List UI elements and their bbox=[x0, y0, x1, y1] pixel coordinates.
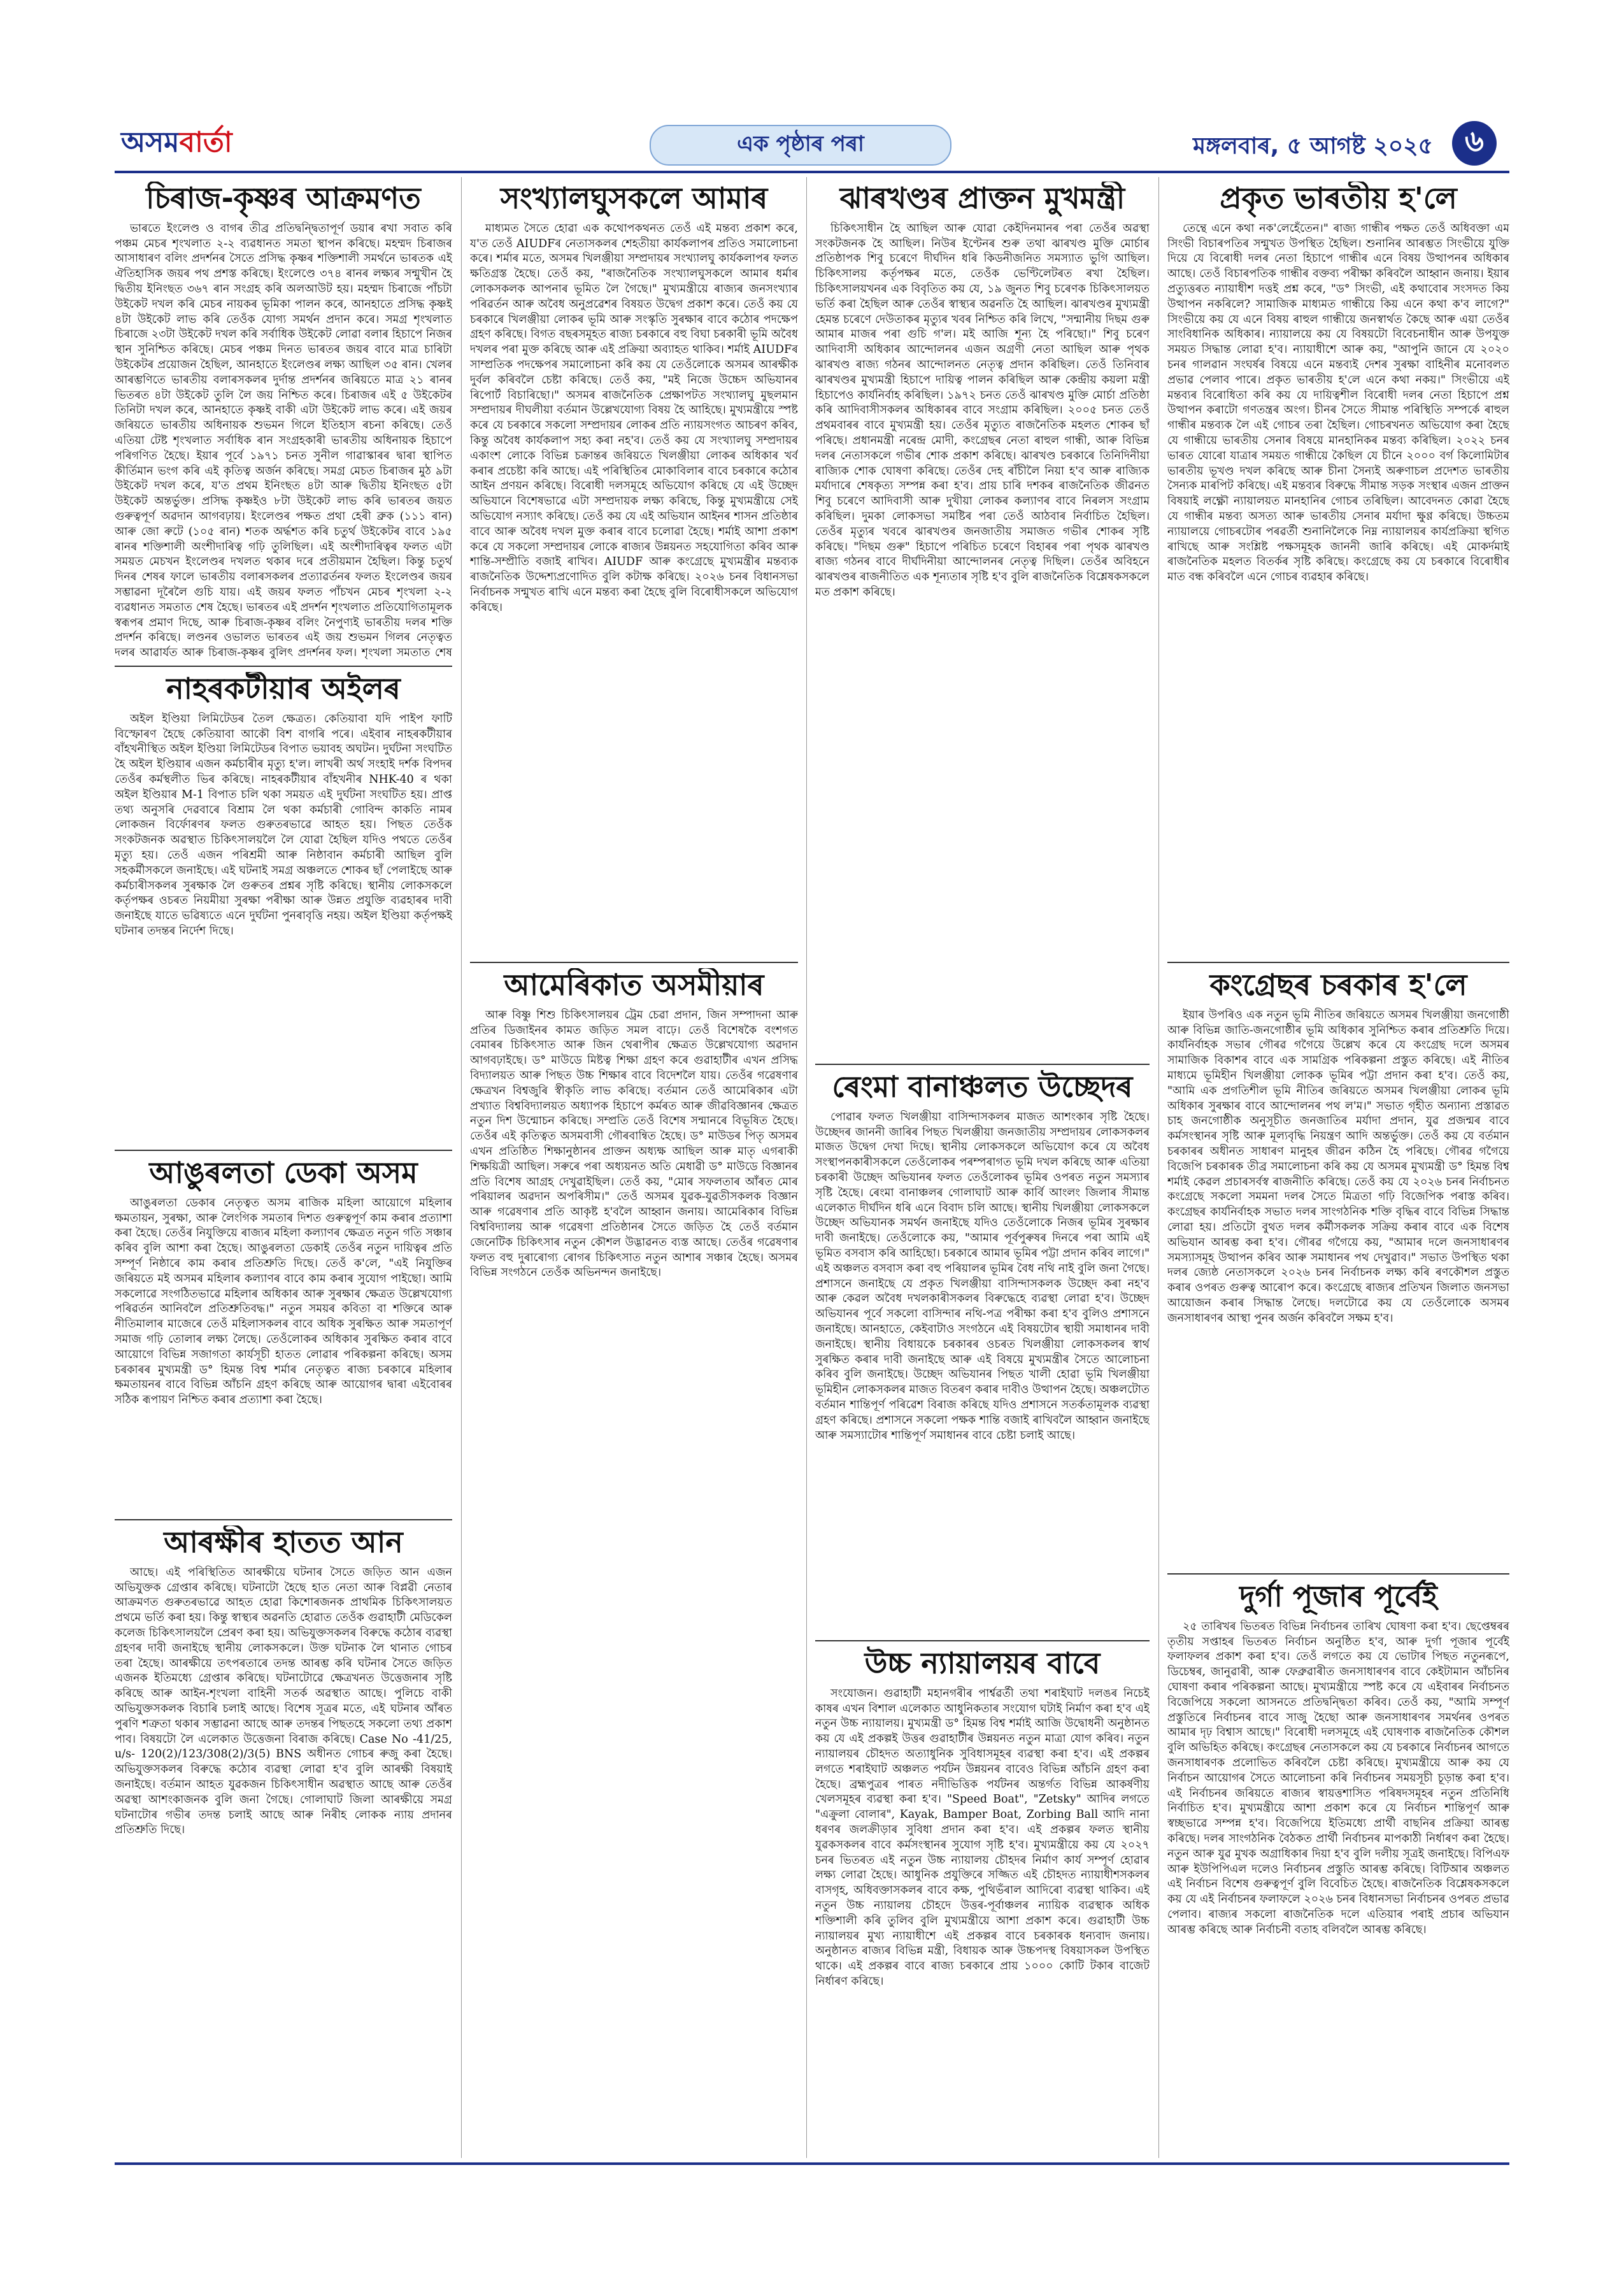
headline: আমেৰিকাত অসমীয়াৰ bbox=[504, 968, 764, 1002]
article-anjulata bbox=[115, 1156, 452, 1513]
article-body: আছে। এই পৰিস্থিতিত আৰক্ষীয়ে ঘটনাৰ সৈতে জড়িত আন এজন অভিযুক্তক গ্ৰেপ্তাৰ কৰিছে। ঘটনাটো হৈছে হাত নেতা আৰু বিপ্লৱী নেতাৰ আক্ৰমণত গুৰুতৰভাৱে আহত হোৱা কিশোৰজনক প্ৰাথমিক চিকিৎসালয়ত প্ৰথমে ভৰ্তি কৰা হয়। কিন্তু স্বাস্থ্যৰ অৱনতি হোৱাত তেওঁক গুৱাহাটী মেডিকেল কলেজ চিকিৎসালয়লৈ প্ৰেৰণ কৰা হয়। অভিযুক্তসকলৰ বিৰুদ্ধে কঠোৰ ব্যৱস্থা গ্ৰহণৰ দাবী জনাইছে স্থানীয় লোকসকলে। উক্ত ঘটনাক লৈ থানাত গোচৰ তৰা হৈছে। আৰক্ষীয়ে তৎপৰতাৰে তদন্ত আৰম্ভ কৰি ঘটনাৰ সৈতে জড়িত এজনক ইতিমধ্যে গ্ৰেপ্তাৰ কৰিছে। ঘটনাটোৱে ক্ষেত্ৰখনত উত্তেজনাৰ সৃষ্টি কৰিছে আৰু আইন-শৃংখলা বাহিনী সতৰ্ক অৱস্থাত আছে। পুলিচে বাকী অভিযুক্তসকলক বিচাৰি চলাই আছে। বিশেষ সূত্ৰৰ মতে, এই ঘটনাৰ আঁৰত পুৰণি শত্ৰুতা থকাৰ সম্ভাৱনা আছে আৰু তদন্তৰ পিছতহে সকলো তথ্য প্ৰকাশ পাব। বিষয়টো লৈ এলেকাত উত্তেজনা বিৰাজ কৰিছে। Case No -41/25, u/s- 120(2)/123/308(2)/3(5) BNS অধীনত গোচৰ ৰুজু কৰা হৈছে। অভিযুক্তসকলৰ বিৰুদ্ধে কঠোৰ ব্যৱস্থা লোৱা হ'ব বুলি আৰক্ষী বিষয়াই জনাইছে। বৰ্তমান আহত যুৱকজন চিকিৎসাধীন অৱস্থাত আছে আৰু তেওঁৰ অৱস্থা আশংকাজনক বুলি জনা গৈছে। গোলাঘাট জিলা আৰক্ষীয়ে সমগ্ৰ ঘটনাটোৰ গভীৰ তদন্ত চলাই আছে আৰু নিৰীহ লোকক ন্যায় প্ৰদানৰ প্ৰতিশ্ৰুতি দিছে। bbox=[115, 1566, 452, 1837]
section-tag: এক পৃষ্ঠাৰ পৰা bbox=[650, 125, 951, 166]
article-divider bbox=[815, 1640, 1150, 1641]
article-divider bbox=[115, 666, 452, 667]
headline: চিৰাজ-কৃষ্ণৰ আক্ৰমণত bbox=[146, 182, 421, 215]
article-arakshi bbox=[115, 1525, 452, 2156]
footer-rule bbox=[115, 2162, 1509, 2165]
article-prakrit bbox=[1167, 182, 1509, 955]
logo-part2: বাৰ্তা bbox=[179, 125, 232, 159]
article-durga bbox=[1167, 1580, 1509, 2156]
headline: সংখ্যালঘুসকলে আমাৰ bbox=[500, 182, 768, 215]
article-body: ইয়াৰ উপৰিও এক নতুন ভূমি নীতিৰ জৰিয়তে অসমৰ খিলঞ্জীয়া জনগোষ্ঠী আৰু বিভিন্ন জাতি-জনগোষ্ঠীৰ ভূমি অধিকাৰ সুনিশ্চিত কৰাৰ প্ৰতিশ্ৰুতি দিয়ে। কাৰ্যনিৰ্বাহক সভাৰ গৌৰৱ গগৈয়ে উল্লেখ কৰে যে কংগ্ৰেছ দলে অসমৰ সামাজিক বিকাশৰ বাবে এক সামগ্ৰিক পৰিকল্পনা প্ৰস্তুত কৰিছে। এই নীতিৰ মাধ্যমে ভূমিহীন খিলঞ্জীয়া লোকক ভূমিৰ পট্টা প্ৰদান কৰা হ'ব। তেওঁ কয়, "আমি এক প্ৰগতিশীল ভূমি নীতিৰ জৰিয়তে অসমৰ খিলঞ্জীয়া লোকৰ ভূমি অধিকাৰ সুৰক্ষাৰ বাবে আন্দোলনৰ পথ ল'ম।" সভাত গৃহীত অন্যান্য প্ৰস্তাৱত চাহ জনগোষ্ঠীক অনুসূচীত জনজাতিৰ মৰ্যাদা প্ৰদান, যুৱ প্ৰজন্মৰ বাবে কৰ্মসংস্থানৰ সৃষ্টি আৰু মূল্যবৃদ্ধি নিয়ন্ত্ৰণ আদি অন্তৰ্ভুক্ত। তেওঁ কয় যে বৰ্তমান চৰকাৰৰ অধীনত সাধাৰণ মানুহৰ জীৱন কঠিন হৈ পৰিছে। গৌৰৱ গগৈয়ে বিজেপি চৰকাৰক তীব্ৰ সমালোচনা কৰি কয় যে অসমৰ মুখ্যমন্ত্ৰী ড° হিমন্ত বিশ্ব শৰ্মাই কেৱল প্ৰচাৰসৰ্বস্ব ৰাজনীতি কৰিছে। তেওঁ কয় যে ২০২৬ চনৰ নিৰ্বাচনত কংগ্ৰেছে সকলো সমমনা দলৰ সৈতে মিত্ৰতা গঢ়ি বিজেপিক পৰাস্ত কৰিব। কংগ্ৰেছৰ কাৰ্যনিৰ্বাহক সভাত দলৰ সাংগঠনিক শক্তি বৃদ্ধিৰ বাবে বিভিন্ন সিদ্ধান্ত লোৱা হয়। প্ৰতিটো বুথত দলৰ কৰ্মীসকলক সক্ৰিয় কৰাৰ বাবে এক বিশেষ অভিযান আৰম্ভ কৰা হ'ব। গৌৰৱ গগৈয়ে কয়, "আমাৰ দলে জনসাধাৰণৰ সমস্যাসমূহ উত্থাপন কৰিব আৰু সমাধানৰ পথ দেখুৱাব।" সভাত উপস্থিত থকা দলৰ জ্যেষ্ঠ নেতাসকলে ২০২৬ চনৰ নিৰ্বাচনক লক্ষ্য কৰি ৰণকৌশল প্ৰস্তুত কৰাৰ ওপৰত গুৰুত্ব আৰোপ কৰে। কংগ্ৰেছে ৰাজ্যৰ প্ৰতিখন জিলাত জনসভা আয়োজন কৰাৰ সিদ্ধান্ত লৈছে। দলটোৱে কয় যে তেওঁলোকে অসমৰ জনসাধাৰণৰ আস্থা পুনৰ অৰ্জন কৰিবলৈ সক্ষম হ'ব। bbox=[1167, 1008, 1509, 1325]
issue-date: মঙ্গলবাৰ, ৫ আগষ্ট ২০২৫ bbox=[1193, 133, 1433, 159]
article-body: তেন্থে এনে কথা নক'লেহেঁতেন।" ৰাজ্য গান্ধীৰ পক্ষত তেওঁ অধিবক্তা এম সিংভী বিচাৰপতিৰ সন্মুখত উপস্থিত হৈছিল। শুনানিৰ আৰম্ভত সিংভীয়ে যুক্তি দিয়ে যে বিৰোধী দলৰ নেতা হিচাপে গান্ধীৰ এনে বিষয় উত্থাপনৰ অধিকাৰ আছে। তেওঁ বিচাৰপতিক গান্ধীৰ বক্তব্য পৰীক্ষা কৰিবলৈ আহ্বান জনায়। ইয়াৰ প্ৰত্যুত্তৰত ন্যায়াধীশ দত্তই প্ৰশ্ন কৰে, "ড° সিংভী, এই কথাবোৰ সংসদত কিয় উত্থাপন নকৰিলে? সামাজিক মাধ্যমত গান্ধীয়ে কিয় এনে কথা ক'ব লাগে?" সিংভীয়ে কয় যে এনে বিষয় ৰাহুল গান্ধীয়ে জনস্বাৰ্থত কৈছে আৰু এয়া তেওঁৰ সাংবিধানিক অধিকাৰ। ন্যায়ালয়ে কয় যে বিষয়টো বিবেচনাধীন আৰু উপযুক্ত সময়ত সিদ্ধান্ত লোৱা হ'ব। ন্যায়াধীশে আৰু কয়, "আপুনি জানে যে ২০২০ চনৰ গালৱান সংঘৰ্ষৰ বিষয়ে এনে মন্তব্যই দেশৰ সুৰক্ষা বাহিনীৰ মনোবলত প্ৰভাৱ পেলাব পাৰে। প্ৰকৃত ভাৰতীয় হ'লে এনে কথা নকয়।" সিংভীয়ে এই মন্তব্যৰ বিৰোধিতা কৰি কয় যে দায়িত্বশীল বিৰোধী দলৰ নেতা হিচাপে প্ৰশ্ন উত্থাপন কৰাটো গণতন্ত্ৰৰ অংগ। চীনৰ সৈতে সীমান্ত পৰিস্থিতি সম্পৰ্কে ৰাহুল গান্ধীৰ মন্তব্যক লৈ এই গোচৰ তৰা হৈছিল। গোচৰখনত অভিযোগ কৰা হৈছে যে গান্ধীয়ে ভাৰতীয় সেনাৰ বিষয়ে মানহানিকৰ মন্তব্য কৰিছিল। ২০২২ চনৰ ভাৰত যোৰো যাত্ৰাৰ সময়ত গান্ধীয়ে কৈছিল যে চীনে ২০০০ বৰ্গ কিলোমিটাৰ ভাৰতীয় ভূখণ্ড দখল কৰিছে আৰু চীনা সৈন্যই অৰুণাচল প্ৰদেশত ভাৰতীয় সৈন্যক মাৰপিট কৰিছে। এই মন্তব্যৰ বিৰুদ্ধে সীমান্ত সড়ক সংস্থাৰ এজন প্ৰাক্তন বিষয়াই লক্ষ্ণৌ ন্যায়ালয়ত মানহানিৰ গোচৰ তৰিছিল। আবেদনত কোৱা হৈছে যে গান্ধীৰ মন্তব্য অসত্য আৰু ভাৰতীয় সেনাৰ মৰ্যাদা ক্ষুণ্ণ কৰিছে। উচ্চতম ন্যায়ালয়ে গোচৰটোৰ পৰৱৰ্তী শুনানিলৈকে নিম্ন ন্যায়ালয়ৰ কাৰ্যপ্ৰক্ৰিয়া স্থগিত ৰাখিছে আৰু সংশ্লিষ্ট পক্ষসমূহক জাননী জাৰি কৰিছে। এই মোকৰ্দমাই ৰাজনৈতিক মহলত বিতৰ্কৰ সৃষ্টি কৰিছে। কংগ্ৰেছে কয় যে চৰকাৰে বিৰোধীৰ মাত বন্ধ কৰিবলৈ এনে গোচৰ ব্যৱহাৰ কৰিছে। bbox=[1167, 222, 1509, 584]
column-divider bbox=[461, 177, 462, 2158]
column-divider bbox=[806, 177, 807, 2158]
article-cheeraj bbox=[115, 182, 452, 659]
article-body: সংযোজন। গুৱাহাটী মহানগৰীৰ পাৰ্শ্বৱৰ্তী তথা শৰাইঘাট দলঙৰ নিচেই কাষৰ এখন বিশাল এলেকাত আধুনিকতাৰ সংযোগ ঘটাই নিৰ্মাণ কৰা হ'ব এই নতুন উচ্চ ন্যায়ালয়। মুখ্যমন্ত্ৰী ড° হিমন্ত বিশ্ব শৰ্মাই আজি উদ্বোধনী অনুষ্ঠানত কয় যে এই প্ৰকল্পই উত্তৰ গুৱাহাটীৰ উন্নয়নত নতুন মাত্ৰা যোগ কৰিব। নতুন ন্যায়ালয়ৰ চৌহদত অত্যাধুনিক সুবিধাসমূহৰ ব্যৱস্থা কৰা হ'ব। এই প্ৰকল্পৰ লগতে শৰাইঘাট অঞ্চলত পৰ্যটন উন্নয়নৰ বাবেও বিভিন্ন আঁচনি গ্ৰহণ কৰা হৈছে। ব্ৰহ্মপুত্ৰৰ পাৰত নদীভিত্তিক পৰ্যটনৰ অন্তৰ্গত বিভিন্ন আকৰ্ষণীয় খেলসমূহৰ ব্যৱস্থা কৰা হ'ব। "Speed Boat", "Zetsky" আদিৰ লগতে "এক্ৰুলা বোলাৰ", Kayak, Bamper Boat, Zorbing Ball আদি নানা ধৰণৰ জলক্ৰীড়াৰ সুবিধা প্ৰদান কৰা হ'ব। এই প্ৰকল্পৰ ফলত স্থানীয় যুৱকসকলৰ বাবে কৰ্মসংস্থানৰ সুযোগ সৃষ্টি হ'ব। মুখ্যমন্ত্ৰীয়ে কয় যে ২০২৭ চনৰ ভিতৰত এই নতুন উচ্চ ন্যায়ালয় চৌহদৰ নিৰ্মাণ কাৰ্য সম্পূৰ্ণ হোৱাৰ লক্ষ্য লোৱা হৈছে। আধুনিক প্ৰযুক্তিৰে সজ্জিত এই চৌহদত ন্যায়াধীশসকলৰ বাসগৃহ, অধিবক্তাসকলৰ বাবে কক্ষ, পুথিভঁৰাল আদিৰো ব্যৱস্থা থাকিব। এই নতুন উচ্চ ন্যায়ালয় চৌহদে উত্তৰ-পূৰ্বাঞ্চলৰ ন্যায়িক ব্যৱস্থাক অধিক শক্তিশালী কৰি তুলিব বুলি মুখ্যমন্ত্ৰীয়ে আশা প্ৰকাশ কৰে। গুৱাহাটী উচ্চ ন্যায়ালয়ৰ মুখ্য ন্যায়াধীশে এই প্ৰকল্পৰ বাবে চৰকাৰক ধন্যবাদ জনায়। অনুষ্ঠানত ৰাজ্যৰ বিভিন্ন মন্ত্ৰী, বিধায়ক আৰু উচ্চপদস্থ বিষয়াসকল উপস্থিত থাকে। এই প্ৰকল্পৰ বাবে ৰাজ্য চৰকাৰে প্ৰায় ১০০০ কোটি টকাৰ বাজেট নিৰ্ধাৰণ কৰিছে। bbox=[815, 1687, 1150, 1989]
headline: আঙুৰলতা ডেকা অসম bbox=[149, 1156, 418, 1190]
article-naharkatia bbox=[115, 672, 452, 1143]
article-americat bbox=[470, 968, 798, 2156]
masthead bbox=[115, 121, 1509, 167]
page-number: ৬ bbox=[1452, 121, 1497, 166]
article-rengma bbox=[815, 1070, 1150, 1634]
article-congress bbox=[1167, 968, 1509, 1567]
article-body: মাধ্যমত সৈতে হোৱা এক কথোপকথনত তেওঁ এই মন্তব্য প্ৰকাশ কৰে, য'ত তেওঁ AIUDFৰ নেতাসকলৰ শেহতীয়া কাৰ্যকলাপৰ প্ৰতিও সমালোচনা কৰে। শৰ্মাৰ মতে, অসমৰ খিলঞ্জীয়া সম্প্ৰদায়ৰ সংখ্যালঘু কাৰ্যকলাপৰ ফলত ক্ষতিগ্ৰস্ত হৈছে। তেওঁ কয়, "ৰাজনৈতিক সংখ্যালঘুসকলে আমাৰ ধৰ্মাৰ লোকসকলক আপনাৰ ভূমিত লৈ গৈছে।" মুখ্যমন্ত্ৰীয়ে ৰাজ্যৰ জনসংখ্যাৰ পৰিৱৰ্তন আৰু অবৈধ অনুপ্ৰৱেশৰ বিষয়ত উদ্বেগ প্ৰকাশ কৰে। তেওঁ কয় যে চৰকাৰে খিলঞ্জীয়া লোকৰ ভূমি আৰু সংস্কৃতি সুৰক্ষাৰ বাবে কঠোৰ পদক্ষেপ গ্ৰহণ কৰিছে। বিগত বছৰসমূহত ৰাজ্য চৰকাৰে বহু বিঘা চৰকাৰী ভূমি অবৈধ দখলৰ পৰা মুক্ত কৰিছে আৰু এই প্ৰক্ৰিয়া অব্যাহত থাকিব। শৰ্মাই AIUDFৰ সাম্প্ৰতিক পদক্ষেপৰ সমালোচনা কৰি কয় যে তেওঁলোকে অসমৰ আৰক্ষীক দুৰ্বল কৰিবলৈ চেষ্টা কৰিছে। তেওঁ কয়, "মই নিজে উচ্চেদ অভিযানৰ ৰিপোৰ্ট বিচাৰিছো।" অসমৰ ৰাজনৈতিক প্ৰেক্ষাপটত সংখ্যালঘু মুছলমান সম্প্ৰদায়ৰ দীঘলীয়া বৰ্তমান উল্লেখযোগ্য বিষয় হৈ আহিছে। মুখ্যমন্ত্ৰীয়ে স্পষ্ট কৰে যে চৰকাৰে সকলো সম্প্ৰদায়ৰ লোকৰ প্ৰতি ন্যায়সংগত আচৰণ কৰিব, কিন্তু অবৈধ কাৰ্যকলাপ সহ্য কৰা নহ'ব। তেওঁ কয় যে সংখ্যালঘু সম্প্ৰদায়ৰ একাংশ লোকে বিভিন্ন চক্ৰান্তৰ জৰিয়তে খিলঞ্জীয়া লোকৰ অধিকাৰ খৰ্ব কৰাৰ প্ৰচেষ্টা কৰি আছে। এই পৰিস্থিতিৰ মোকাবিলাৰ বাবে চৰকাৰে কঠোৰ আইন প্ৰণয়ন কৰিছে। বিৰোধী দলসমূহে অভিযোগ কৰিছে যে এই উচ্ছেদ অভিযানে বিশেষভাৱে এটা সম্প্ৰদায়ক লক্ষ্য কৰিছে, কিন্তু মুখ্যমন্ত্ৰীয়ে সেই অভিযোগ নস্যাৎ কৰিছে। তেওঁ কয় যে এই অভিযান আইনৰ শাসন প্ৰতিষ্ঠাৰ বাবে আৰু অবৈধ দখল মুক্ত কৰাৰ বাবে চলোৱা হৈছে। শৰ্মাই আশা প্ৰকাশ কৰে যে সকলো সম্প্ৰদায়ৰ লোকে ৰাজ্যৰ উন্নয়নত সহযোগিতা কৰিব আৰু শান্তি-সম্প্ৰীতি বজাই ৰাখিব। AIUDF আৰু কংগ্ৰেছে মুখ্যমন্ত্ৰীৰ মন্তব্যক ৰাজনৈতিক উদ্দেশ্যপ্ৰণোদিত বুলি কটাক্ষ কৰিছে। ২০২৬ চনৰ বিধানসভা নিৰ্বাচনক সন্মুখত ৰাখি এনে মন্তব্য কৰা হৈছে বুলি বিৰোধীসকলে অভিযোগ কৰিছে। bbox=[470, 222, 798, 614]
article-divider bbox=[815, 1064, 1150, 1065]
headline: দুৰ্গা পূজাৰ পূৰ্বেই bbox=[1239, 1580, 1437, 1613]
newspaper-logo bbox=[121, 126, 232, 162]
article-body: ২৫ তাৰিখৰ ভিতৰত বিভিন্ন নিৰ্বাচনৰ তাৰিখ ঘোষণা কৰা হ'ব। ছেপ্তেম্বৰৰ তৃতীয় সপ্তাহৰ ভিতৰত নিৰ্বাচন অনুষ্ঠিত হ'ব, আৰু দুৰ্গা পূজাৰ পূৰ্বেই ফলাফলৰ প্ৰকাশ কৰা হ'ব। তেওঁ লগতে কয় যে ভোটাৰ পিছত নতুনৰূপে, ডিচেম্বৰ, জানুৱাৰী, আৰু ফেব্ৰুৱাৰীত জনসাধাৰণৰ বাবে কেইটামান আঁচনিৰ ঘোষণা কৰাৰ পৰিকল্পনা আছে। মুখ্যমন্ত্ৰীয়ে স্পষ্ট কৰে যে এইবাৰৰ নিৰ্বাচনত বিজেপিয়ে সকলো আসনতে প্ৰতিদ্বন্দ্বিতা কৰিব। তেওঁ কয়, "আমি সম্পূৰ্ণ প্ৰস্তুতিৰে নিৰ্বাচনৰ বাবে সাজু হৈছো আৰু জনসাধাৰণৰ সমৰ্থনৰ ওপৰত আমাৰ দৃঢ় বিশ্বাস আছে।" বিৰোধী দলসমূহে এই ঘোষণাক ৰাজনৈতিক কৌশল বুলি অভিহিত কৰিছে। কংগ্ৰেছৰ নেতাসকলে কয় যে চৰকাৰে নিৰ্বাচনৰ আগতে জনসাধাৰণক প্ৰলোভিত কৰিবলৈ চেষ্টা কৰিছে। মুখ্যমন্ত্ৰীয়ে আৰু কয় যে নিৰ্বাচন আয়োগৰ সৈতে আলোচনা কৰি নিৰ্বাচনৰ সময়সূচী চূড়ান্ত কৰা হ'ব। এই নিৰ্বাচনৰ জৰিয়তে ৰাজ্যৰ স্বায়ত্তশাসিত পৰিষদসমূহৰ নতুন প্ৰতিনিধি নিৰ্বাচিত হ'ব। মুখ্যমন্ত্ৰীয়ে আশা প্ৰকাশ কৰে যে নিৰ্বাচন শান্তিপূৰ্ণ আৰু স্বচ্ছভাৱে সম্পন্ন হ'ব। বিজেপিয়ে ইতিমধ্যে প্ৰাৰ্থী বাছনিৰ প্ৰক্ৰিয়া আৰম্ভ কৰিছে। দলৰ সাংগঠনিক বৈঠকত প্ৰাৰ্থী নিৰ্বাচনৰ মাপকাঠী নিৰ্ধাৰণ কৰা হৈছে। নতুন আৰু যুৱ মুখক অগ্ৰাধিকাৰ দিয়া হ'ব বুলি দলীয় সূত্ৰই জনাইছে। বিপিএফ আৰু ইউপিপিএল দলেও নিৰ্বাচনৰ প্ৰস্তুতি আৰম্ভ কৰিছে। বিটিআৰ অঞ্চলত এই নিৰ্বাচন বিশেষ গুৰুত্বপূৰ্ণ বুলি বিবেচিত হৈছে। ৰাজনৈতিক বিশ্লেষকসকলে কয় যে এই নিৰ্বাচনৰ ফলাফলে ২০২৬ চনৰ বিধানসভা নিৰ্বাচনৰ ওপৰত প্ৰভাৱ পেলাব। ৰাজ্যৰ সকলো ৰাজনৈতিক দলে এতিয়াৰ পৰাই প্ৰচাৰ অভিযান আৰম্ভ কৰিছে আৰু নিৰ্বাচনী বতাহ বলিবলৈ আৰম্ভ কৰিছে। bbox=[1167, 1620, 1509, 1936]
article-body: অইল ইণ্ডিয়া লিমিটেডৰ তৈল ক্ষেত্ৰত। কেতিয়াবা যদি পাইপ ফাটি বিস্ফোৰণ হৈছে কেতিয়াবা আকৌ বিশ বাগৰি পৰে। এইবাৰ নাহৰকটীয়াৰ বাঁহখনীস্থিত অইল ইণ্ডিয়া লিমিটেডৰ বিপাত ভয়াবহ অঘটন। দুৰ্ঘটনা সংঘটিত হৈ অইল ইণ্ডিয়াৰ এজন কৰ্মচাৰীৰ মৃত্যু হ'ল। লাখৰী অৰ্থ সংহাই দৰ্শক বিপদৰ তেওঁৰ কৰ্মস্থলীত ভিৰ কৰিছে। নাহৰকটীয়াৰ বাঁহখনীৰ NHK-40 ৰ থকা অইল ইণ্ডিয়াৰ M-1 বিপাত চলি থকা সময়ত এই দুৰ্ঘটনা সংঘটিত হয়। প্ৰাপ্ত তথ্য অনুসৰি দেৱবাৰে বিশ্ৰাম লৈ থকা কৰ্মচাৰী গোবিন্দ কাকতি নামৰ লোকজন বিৰ্ফোৰণৰ ফলত গুৰুতৰভাৱে আহত হয়। পিছত তেওঁক সংকটজনক অৱস্থাত চিকিৎসালয়লৈ লৈ যোৱা হৈছিল যদিও পথতে তেওঁৰ মৃত্যু হয়। তেওঁ এজন পৰিশ্ৰমী আৰু নিষ্ঠাবান কৰ্মচাৰী আছিল বুলি সহকৰ্মীসকলে জনাইছে। এই ঘটনাই সমগ্ৰ অঞ্চলতে শোকৰ ছাঁ পেলাইছে আৰু কৰ্মচাৰীসকলৰ সুৰক্ষাক লৈ গুৰুতৰ প্ৰশ্নৰ সৃষ্টি কৰিছে। স্থানীয় লোকসকলে কৰ্তৃপক্ষৰ ওচৰত নিয়মীয়া সুৰক্ষা পৰীক্ষা আৰু উন্নত প্ৰযুক্তি ব্যৱহাৰৰ দাবী জনাইছে যাতে ভৱিষ্যতে এনে দুৰ্ঘটনা পুনৰাবৃত্তি নহয়। অইল ইণ্ডিয়া কৰ্তৃপক্ষই ঘটনাৰ তদন্তৰ নিৰ্দেশ দিছে। bbox=[115, 712, 452, 938]
article-divider bbox=[1167, 1573, 1509, 1575]
headline: প্ৰকৃত ভাৰতীয় হ'লে bbox=[1220, 182, 1457, 215]
article-jharkhand bbox=[815, 182, 1150, 1057]
headline: নাহৰকটীয়াৰ অইলৰ bbox=[166, 672, 401, 706]
article-divider bbox=[470, 962, 798, 963]
article-body: ভাৰতে ইংলেণ্ড ও বাগৰ তীব্ৰ প্ৰতিদ্বন্দ্বিতাপূৰ্ণ ডয়াৰ ৰখা সবাত কৰি পঞ্চম মেচৰ শৃংখলাত ২-২ ব্যৱধানত সমতা স্থাপন কৰিছে। মহম্মদ চিৰাজৰ আসাধাৰণ বলিং প্ৰদৰ্শনৰ সৈতে প্ৰসিদ্ধ কৃষ্ণৰ শক্তিশালী সমৰ্থনে ভাৰতক এই ঐতিহাসিক জয়ৰ পথ প্ৰশস্ত কৰিছে। ইংলেণ্ডে ৩৭৪ ৰানৰ লক্ষ্যৰ সন্মুখীন হৈ দ্বিতীয় ইনিংছত ৩৬৭ ৰান সংগ্ৰহ কৰি অলআউট হয়। মহম্মদ চিৰাজে পাঁচটা উইকেট দখল কৰি মেচৰ নায়কৰ ভূমিকা পালন কৰে, আনহাতে প্ৰসিদ্ধ কৃষ্ণই ৪টা উইকেট লাভ কৰি তেওঁক যোগ্য সমৰ্থন প্ৰদান কৰে। সমগ্ৰ শৃংখলাত চিৰাজে ২৩টা উইকেট দখল কৰি সৰ্বাধিক উইকেট লোৱা বলাৰ হিচাপে নিজৰ স্থান সুনিশ্চিত কৰিছে। মেচৰ পঞ্চম দিনত ভাৰতৰ জয়ৰ বাবে মাত্ৰ চাৰিটা উইকেটৰ প্ৰয়োজন হৈছিল, আনহাতে ইংলেণ্ডৰ লক্ষ্য আছিল ৩৫ ৰান। খেলৰ আৰম্ভণিতে ভাৰতীয় বলাৰসকলৰ দুৰ্দান্ত প্ৰদৰ্শনৰ জৰিয়তে মাত্ৰ ২১ ৰানৰ ভিতৰত ৪টা উইকেট তুলি লৈ জয় নিশ্চিত কৰে। চিৰাজৰ এই ৫ উইকেটৰ তিনিটা দখল কৰে, আনহাতে কৃষ্ণই বাকী এটা উইকেট লাভ কৰে। এই জয়ৰ জৰিয়তে ভাৰতীয় অধিনায়ক শুভমন গিলে ইতিহাস ৰচনা কৰিছে। তেওঁ এতিয়া টেষ্ট শৃংখলাত সৰ্বাধিক ৰান সংগ্ৰহকাৰী ভাৰতীয় অধিনায়ক হিচাপে পৰিগণিত হৈছে। ইয়াৰ পূৰ্বে ১৯৭১ চনত সুনীল গাৱাস্কাৰৰ দ্বাৰা স্থাপিত কীৰ্তিমান ভংগ কৰি এই কৃতিত্ব অৰ্জন কৰিছে। সমগ্ৰ মেচত চিৰাজৰ মুঠ ৯টা উইকেট দখল কৰে, য'ত প্ৰথম ইনিংছত ৪টা আৰু দ্বিতীয় ইনিংছত ৫টা উইকেট অন্তৰ্ভুক্ত। প্ৰসিদ্ধ কৃষ্ণইও ৮টা উইকেট লাভ কৰি ভাৰতৰ জয়ত গুৰুত্বপূৰ্ণ অৱদান আগবঢ়ায়। ইংলেণ্ডৰ পক্ষত প্ৰথা হেৰী ব্ৰুক (১১১ ৰান) আৰু জো ৰুটে (১০৫ ৰান) শতক অৰ্দ্ধশত কৰি চতুৰ্থ উইকেটৰ বাবে ১৯৫ ৰানৰ শক্তিশালী অংশীদাৰিত্ব গঢ়ি তুলিছিল। এই অংশীদাৰিত্বৰ ফলত এটা সময়ত মেচখন ইংলেণ্ডৰ দখলত থকাৰ দৰে প্ৰতীয়মান হৈছিল। কিন্তু চতুৰ্থ দিনৰ শেষৰ ফালে ভাৰতীয় বলাৰসকলৰ প্ৰত্যাৱৰ্তনৰ ফলত ইংলেণ্ডৰ জয়ৰ সম্ভাৱনা দূৰৈলৈ গুচি যায়। এই জয়ৰ ফলত পাঁচখন মেচৰ শৃংখলা ২-২ ব্যৱধানত সমতাত শেষ হৈছে। ভাৰতৰ এই প্ৰদৰ্শন শৃংখলাত প্ৰতিযোগিতামূলক স্বৰূপৰ প্ৰমাণ দিছে, আৰু চিৰাজ-কৃষ্ণৰ বলিং নৈপুণ্যই ভাৰতীয় দলৰ শক্তি প্ৰদৰ্শন কৰিছে। লণ্ডনৰ ওভালত ভাৰতৰ এই জয় শুভমন গিলৰ নেতৃত্বত দলৰ আৱাৰ্যত আৰু চিৰাজ-কৃষ্ণৰ বুলিৎ প্ৰদৰ্শনৰ ফল। শৃংখলা সমতাত শেষ bbox=[115, 222, 452, 659]
headline: ঝাৰখণ্ডৰ প্ৰাক্তন মুখমন্ত্ৰী bbox=[839, 182, 1125, 215]
logo-part1: অসম bbox=[121, 125, 180, 159]
article-sankhyalaghu bbox=[470, 182, 798, 955]
article-divider bbox=[115, 1519, 452, 1520]
article-divider bbox=[115, 1150, 452, 1151]
article-body: আৰু বিষ্ণু শিশু চিকিৎসালয়ৰ ট্ৰেম চেৱা প্ৰদান, জিন সম্পাদনা আৰু প্ৰতিৰ ডিজাইনৰ কামত জড়িত সমল বাঢ়ে। তেওঁ বিশেষকৈ বংশগত বেমাৰৰ চিকিৎসাত আৰু জিন থেৰাপীৰ ক্ষেত্ৰত উল্লেখযোগ্য অৱদান আগবঢ়াইছে। ড° মাউডে মিষ্টত্ব শিক্ষা গ্ৰহণ কৰে গুৱাহাটীৰ এখন প্ৰসিদ্ধ বিদ্যালয়ত আৰু পিছত উচ্চ শিক্ষাৰ বাবে বিদেশলৈ যায়। তেওঁৰ গৱেষণাৰ ক্ষেত্ৰখন বিশ্বজুৰি স্বীকৃতি লাভ কৰিছে। বৰ্তমান তেওঁ আমেৰিকাৰ এটা প্ৰখ্যাত বিশ্ববিদ্যালয়ত অধ্যাপক হিচাপে কৰ্মৰত আৰু জীৱবিজ্ঞানৰ ক্ষেত্ৰত নতুন দিশ উন্মোচন কৰিছে। সম্প্ৰতি তেওঁ বিশেষ সন্মানৰে বিভূষিত হৈছে। তেওঁৰ এই কৃতিত্বত অসমবাসী গৌৰবান্বিত হৈছে। ড° মাউডৰ পিতৃ অসমৰ এখন প্ৰতিষ্ঠিত শিক্ষানুষ্ঠানৰ প্ৰাক্তন অধ্যক্ষ আছিল আৰু মাতৃ এগৰাকী শিক্ষয়িত্ৰী আছিল। সৰুৰে পৰা অধ্যয়নত অতি মেধাৱী ড° মাউডে বিজ্ঞানৰ প্ৰতি বিশেষ আগ্ৰহ দেখুৱাইছিল। তেওঁ কয়, "মোৰ সফলতাৰ আঁৰত মোৰ পৰিয়ালৰ অৱদান অপৰিসীম।" তেওঁ অসমৰ যুৱক-যুৱতীসকলক বিজ্ঞান আৰু গৱেষণাৰ প্ৰতি আকৃষ্ট হ'বলৈ আহ্বান জনায়। আমেৰিকাৰ বিভিন্ন বিশ্ববিদ্যালয় আৰু গৱেষণা প্ৰতিষ্ঠানৰ সৈতে জড়িত হৈ তেওঁ বৰ্তমান জেনেটিক চিকিৎসাৰ নতুন কৌশল উদ্ভাৱনত ব্যস্ত আছে। তেওঁৰ গৱেষণাৰ ফলত বহু দুৰাৰোগ্য ৰোগৰ চিকিৎসাত নতুন আশাৰ সঞ্চাৰ হৈছে। অসমৰ বিভিন্ন সংগঠনে তেওঁক অভিনন্দন জনাইছে। bbox=[470, 1008, 798, 1280]
headline: কংগ্ৰেছৰ চৰকাৰ হ'লে bbox=[1209, 968, 1467, 1002]
article-body: চিকিৎসাধীন হৈ আছিল আৰু যোৱা কেইদিনমানৰ পৰা তেওঁৰ অৱস্থা সংকটজনক হৈ আছিল। নিউৰ ইণ্টেনৰ শুৰু তথা ঝাৰখণ্ড মুক্তি মোৰ্চাৰ প্ৰতিষ্ঠাপক শিবু চৰেণে দীৰ্ঘদিন ধৰি কিডনীজনিত সমস্যাত ভুগি আছিল। চিকিৎসালয় কৰ্তৃপক্ষৰ মতে, তেওঁক ভেণ্টিলেটৰত ৰখা হৈছিল। চিকিৎসালয়খনৰ এক বিবৃতিত কয় যে, ১৯ জুনত শিবু চৰেণক চিকিৎসালয়ত ভৰ্তি কৰা হৈছিল আৰু তেওঁৰ স্বাস্থ্যৰ অৱনতি হৈ আছিল। ঝাৰখণ্ডৰ মুখ্যমন্ত্ৰী হেমন্ত চৰেণে দেউতাকৰ মৃত্যুৰ খবৰ নিশ্চিত কৰি লিখে, "সন্মানীয় দিছম গুৰু আমাৰ মাজৰ পৰা গুচি গ'ল। মই আজি শূন্য হৈ পৰিছো।" শিবু চৰেণ আদিবাসী অধিকাৰ আন্দোলনৰ এজন অগ্ৰণী নেতা আছিল আৰু পৃথক ঝাৰখণ্ড ৰাজ্য গঠনৰ আন্দোলনত নেতৃত্ব প্ৰদান কৰিছিল। তেওঁ তিনিবাৰ ঝাৰখণ্ডৰ মুখ্যমন্ত্ৰী হিচাপে দায়িত্ব পালন কৰিছিল আৰু কেন্দ্ৰীয় কয়লা মন্ত্ৰী হিচাপেও কাৰ্যনিৰ্বাহ কৰিছিল। ১৯৭২ চনত তেওঁ ঝাৰখণ্ড মুক্তি মোৰ্চা প্ৰতিষ্ঠা কৰি আদিবাসীসকলৰ অধিকাৰৰ বাবে সংগ্ৰাম কৰিছিল। ২০০৫ চনত তেওঁ প্ৰথমবাৰৰ বাবে মুখ্যমন্ত্ৰী হয়। তেওঁৰ মৃত্যুত ৰাজনৈতিক মহলত শোকৰ ছাঁ পৰিছে। প্ৰধানমন্ত্ৰী নৰেন্দ্ৰ মোদী, কংগ্ৰেছৰ নেতা ৰাহুল গান্ধী, আৰু বিভিন্ন দলৰ নেতাসকলে গভীৰ শোক প্ৰকাশ কৰিছে। ঝাৰখণ্ড চৰকাৰে তিনিদিনীয়া ৰাজ্যিক শোক ঘোষণা কৰিছে। তেওঁৰ দেহ ৰাঁচীলৈ নিয়া হ'ব আৰু ৰাজ্যিক মৰ্যাদাৰে শেষকৃত্য সম্পন্ন কৰা হ'ব। প্ৰায় চাৰি দশকৰ ৰাজনৈতিক জীৱনত শিবু চৰেণে আদিবাসী আৰু দুখীয়া লোকৰ কল্যাণৰ বাবে নিৰলস সংগ্ৰাম কৰিছিল। দুমকা লোকসভা সমষ্টিৰ পৰা তেওঁ আঠবাৰ নিৰ্বাচিত হৈছিল। তেওঁৰ মৃত্যুৰ খবৰে ঝাৰখণ্ডৰ জনজাতীয় সমাজত গভীৰ শোকৰ সৃষ্টি কৰিছে। "দিছম গুৰু" হিচাপে পৰিচিত চৰেণে বিহাৰৰ পৰা পৃথক ঝাৰখণ্ড ৰাজ্য গঠনৰ বাবে দীৰ্ঘদিনীয়া আন্দোলনৰ নেতৃত্ব দিছিল। তেওঁৰ অবিহনে ঝাৰখণ্ডৰ ৰাজনীতিত এক শূন্যতাৰ সৃষ্টি হ'ব বুলি ৰাজনৈতিক বিশ্লেষকসকলে মত প্ৰকাশ কৰিছে। bbox=[815, 222, 1150, 599]
header-rule bbox=[115, 171, 1509, 173]
headline: উচ্চ ন্যায়ালয়ৰ বাবে bbox=[864, 1647, 1100, 1680]
column-divider bbox=[1158, 177, 1159, 2158]
headline: ৰেংমা বানাঞ্চলত উচ্ছেদৰ bbox=[832, 1070, 1133, 1104]
article-body: পোৱাৰ ফলত খিলঞ্জীয়া বাসিন্দাসকলৰ মাজত আশংকাৰ সৃষ্টি হৈছে। উচ্ছেদৰ জাননী জাৰিৰ পিছত খিলঞ্জীয়া জনজাতীয় সম্প্ৰদায়ৰ লোকসকলৰ মাজত উদ্বেগ দেখা দিছে। স্থানীয় লোকসকলে অভিযোগ কৰে যে অবৈধ সংস্থাপনকাৰীসকলে তেওঁলোকৰ পৰম্পৰাগত ভূমি দখল কৰিছে আৰু এতিয়া চৰকাৰী উচ্ছেদ অভিযানৰ ফলত তেওঁলোকৰ ভূমিৰ ওপৰত নতুন সমস্যাৰ সৃষ্টি হৈছে। ৰেংমা বানাঞ্চলৰ গোলাঘাট আৰু কাৰ্বি আংলং জিলাৰ সীমান্ত এলেকাত দীৰ্ঘদিন ধৰি এনে বিবাদ চলি আছে। স্থানীয় খিলঞ্জীয়া লোকসকলে উচ্ছেদ অভিযানক সমৰ্থন জনাইছে যদিও তেওঁলোকে নিজৰ ভূমিৰ সুৰক্ষাৰ দাবী জনাইছে। তেওঁলোকে কয়, "আমাৰ পূৰ্বপুৰুষৰ দিনৰে পৰা আমি এই ভূমিত বসবাস কৰি আহিছো। চৰকাৰে আমাৰ ভূমিৰ পট্টা প্ৰদান কৰিব লাগে।" এই অঞ্চলত বসবাস কৰা বহু পৰিয়ালৰ ভূমিৰ বৈধ নথি নাই বুলি জনা গৈছে। প্ৰশাসনে জনাইছে যে প্ৰকৃত খিলঞ্জীয়া বাসিন্দাসকলক উচ্ছেদ কৰা নহ'ব আৰু কেৱল অবৈধ দখলকাৰীসকলৰ বিৰুদ্ধেহে ব্যৱস্থা লোৱা হ'ব। উচ্ছেদ অভিযানৰ পূৰ্বে সকলো বাসিন্দাৰ নথি-পত্ৰ পৰীক্ষা কৰা হ'ব বুলিও প্ৰশাসনে জনাইছে। আনহাতে, কেইবাটাও সংগঠনে এই বিষয়টোৰ স্থায়ী সমাধানৰ দাবী জনাইছে। স্থানীয় বিধায়কে চৰকাৰৰ ওচৰত খিলঞ্জীয়া লোকসকলৰ স্বাৰ্থ সুৰক্ষিত কৰাৰ দাবী জনাইছে আৰু এই বিষয়ে মুখ্যমন্ত্ৰীৰ সৈতে আলোচনা কৰিব বুলি জনাইছে। উচ্ছেদ অভিযানৰ পিছত খালী হোৱা ভূমি খিলঞ্জীয়া ভূমিহীন লোকসকলৰ মাজত বিতৰণ কৰাৰ দাবীও উত্থাপন হৈছে। অঞ্চলটোত বৰ্তমান শান্তিপূৰ্ণ পৰিৱেশ বিৰাজ কৰিছে যদিও প্ৰশাসনে সতৰ্কতামূলক ব্যৱস্থা গ্ৰহণ কৰিছে। প্ৰশাসনে সকলো পক্ষক শান্তি বজাই ৰাখিবলৈ আহ্বান জনাইছে আৰু সমস্যাটোৰ শান্তিপূৰ্ণ সমাধানৰ বাবে চেষ্টা চলাই আছে। bbox=[815, 1110, 1150, 1442]
article-highcourt bbox=[815, 1647, 1150, 2156]
article-divider bbox=[1167, 962, 1509, 963]
headline: আৰক্ষীৰ হাতত আন bbox=[164, 1525, 403, 1559]
article-body: আঙুৰলতা ডেকাৰ নেতৃত্বত অসম ৰাজিক মহিলা আয়োগে মহিলাৰ ক্ষমতায়ন, সুৰক্ষা, আৰু লৈংগিক সমতাৰ দিশত গুৰুত্বপূৰ্ণ কাম কৰাৰ প্ৰত্যাশা কৰা হৈছে। তেওঁৰ নিযুক্তিয়ে ৰাজ্যৰ মহিলা কল্যাণৰ ক্ষেত্ৰত নতুন গতি সঞ্চাৰ কৰিব বুলি আশা কৰা হৈছে। আঙুৰলতা ডেকাই তেওঁৰ নতুন দায়িত্বৰ প্ৰতি সম্পূৰ্ণ নিষ্ঠাৰে কাম কৰাৰ প্ৰতিশ্ৰুতি দিছে। তেওঁ ক'লে, "এই নিযুক্তিৰ জৰিয়তে মই অসমৰ মহিলাৰ কল্যাণৰ বাবে কাম কৰাৰ সুযোগ পাইছো। আমি সকলোৱে সংগঠিতভাৱে মহিলাৰ অধিকাৰ আৰু সুৰক্ষাৰ ক্ষেত্ৰত উল্লেখযোগ্য পৰিৱৰ্তন আনিবলৈ প্ৰতিশ্ৰুতিবদ্ধ।" নতুন সময়ৰ কবিতা বা শক্তিৰে আৰু নীতিমালাৰ মাজেৰে তেওঁ মহিলাসকলৰ বাবে অধিক সুৰক্ষিত আৰু সমতাপূৰ্ণ সমাজ গঢ়ি তোলাৰ লক্ষ্য লৈছে। তেওঁলোকৰ অধিকাৰ সুৰক্ষিত কৰাৰ বাবে আয়োগে বিভিন্ন সজাগতা কাৰ্যসূচী হাতত লোৱাৰ পৰিকল্পনা কৰিছে। অসম চৰকাৰৰ মুখ্যমন্ত্ৰী ড° হিমন্ত বিশ্ব শৰ্মাৰ নেতৃত্বত ৰাজ্য চৰকাৰে মহিলাৰ ক্ষমতায়নৰ বাবে বিভিন্ন আঁচনি গ্ৰহণ কৰিছে আৰু আয়োগৰ দ্বাৰা এইবোৰৰ সঠিক ৰূপায়ণ নিশ্চিত কৰাৰ প্ৰত্যাশা কৰা হৈছে। bbox=[115, 1196, 452, 1407]
